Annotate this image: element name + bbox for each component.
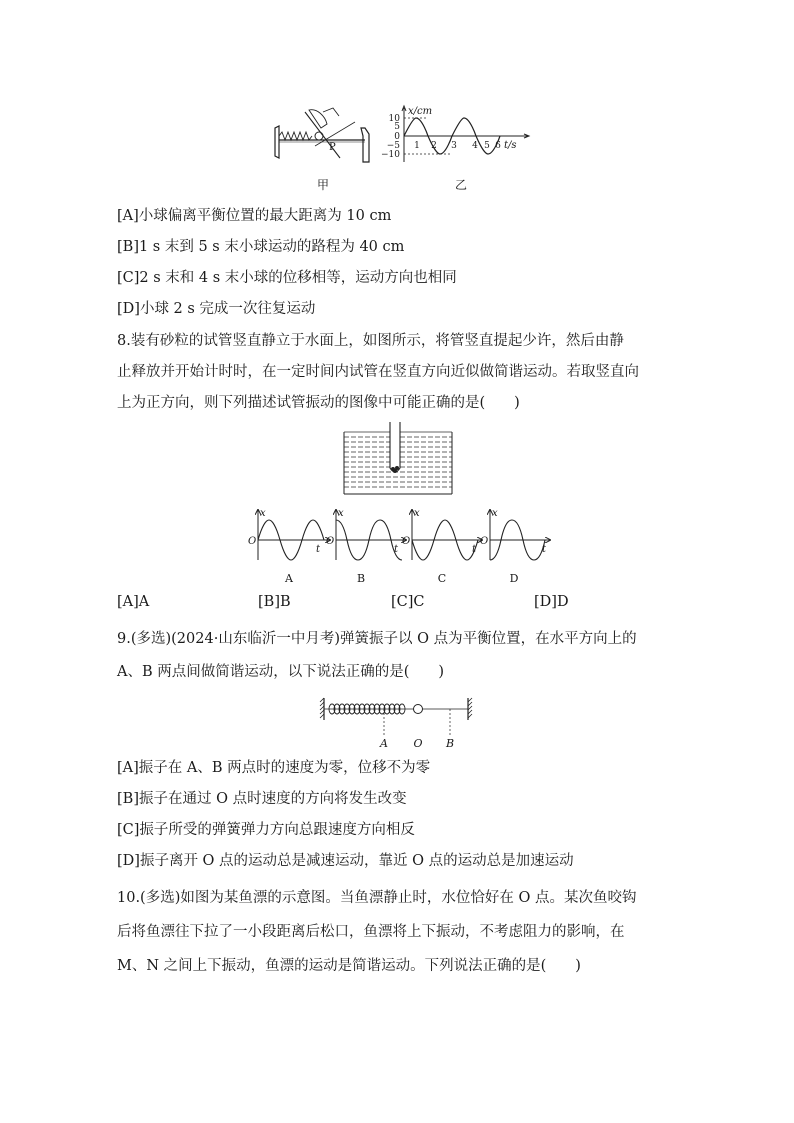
graph-label-c: C: [437, 572, 447, 585]
q8-option-b: [B]B: [258, 594, 291, 610]
x-tick-6: 6: [495, 141, 501, 151]
q8-stem-line-1: 8.装有砂粒的试管竖直静立于水面上，如图所示，将管竖直提起少许，然后由静: [117, 333, 624, 349]
q8-stem-line-2: 止释放并开始计时时，在一定时间内试管在竖直方向近似做简谐运动。若取竖直向: [117, 364, 639, 380]
graph-a-origin: O: [248, 536, 257, 547]
graph-a-x-label: x: [260, 508, 266, 519]
q7-option-b: [B]1 s 末到 5 s 末小球运动的路程为 40 cm: [117, 239, 405, 255]
label-a-point: A: [380, 737, 388, 750]
axis-label-x-cm: x/cm: [408, 106, 433, 117]
figure-test-tube-in-water: [338, 420, 458, 496]
y-tick-neg10: −10: [381, 150, 400, 160]
figure-spring-oscillator: [318, 694, 478, 750]
q9-stem-line-1: 9.(多选)(2024·山东临沂一中月考)弹簧振子以 O 点为平衡位置，在水平方向上的: [117, 631, 637, 647]
y-tick-neg5: −5: [386, 141, 400, 151]
graph-c-origin: O: [402, 536, 411, 547]
q9-option-b: [B]振子在通过 O 点时速度的方向将发生改变: [117, 791, 407, 807]
graph-b-origin: O: [326, 536, 335, 547]
q10-stem-line-2: 后将鱼漂往下拉了一小段距离后松口，鱼漂将上下振动，不考虑阻力的影响，在: [117, 924, 625, 940]
q10-stem-line-1: 10.(多选)如图为某鱼漂的示意图。当鱼漂静止时，水位恰好在 O 点。某次鱼咬钩: [117, 890, 637, 906]
x-tick-5: 5: [484, 141, 490, 151]
graph-c-t-label: t: [472, 544, 477, 555]
graph-a-t-label: t: [316, 544, 321, 555]
figure-jia-apparatus: [265, 106, 380, 168]
x-tick-1: 1: [414, 141, 420, 151]
y-tick-0: 0: [394, 132, 400, 142]
q9-option-d: [D]振子离开 O 点的运动总是减速运动，靠近 O 点的运动总是加速运动: [117, 853, 574, 869]
graph-label-d: D: [509, 572, 519, 585]
graph-b-x-label: x: [338, 508, 344, 519]
q9-option-a: [A]振子在 A、B 两点时的速度为零，位移不为零: [117, 760, 431, 776]
graph-c-x-label: x: [414, 508, 420, 519]
q7-option-d: [D]小球 2 s 完成一次往复运动: [117, 301, 316, 317]
graph-d-origin: O: [480, 536, 489, 547]
graph-label-b: B: [356, 572, 366, 585]
figure-q8-graphs: [240, 506, 560, 586]
q8-option-a: [A]A: [117, 594, 150, 610]
label-o-point: O: [413, 737, 423, 750]
q8-option-c: [C]C: [391, 594, 425, 610]
caption-jia: 甲: [317, 178, 330, 192]
x-tick-2: 2: [431, 141, 437, 151]
x-tick-3: 3: [451, 141, 457, 151]
q9-option-c: [C]振子所受的弹簧弹力方向总跟速度方向相反: [117, 822, 415, 838]
p-label: P: [329, 142, 336, 153]
x-tick-4: 4: [472, 141, 478, 151]
graph-b-t-label: t: [394, 544, 399, 555]
q10-stem-line-3: M、N 之间上下振动，鱼漂的运动是简谐运动。下列说法正确的是( ): [117, 958, 581, 974]
q7-option-a: [A]小球偏离平衡位置的最大距离为 10 cm: [117, 208, 392, 224]
label-b-point: B: [445, 737, 455, 750]
q9-stem-line-2: A、B 两点间做简谐运动，以下说法正确的是( ): [117, 664, 445, 680]
y-tick-10: 10: [388, 114, 400, 124]
q7-option-c: [C]2 s 末和 4 s 末小球的位移相等，运动方向也相同: [117, 270, 457, 286]
caption-yi: 乙: [455, 178, 468, 192]
graph-label-a: A: [285, 572, 293, 585]
q8-option-d: [D]D: [534, 594, 569, 610]
graph-d: [490, 510, 550, 560]
graph-d-x-label: x: [492, 508, 498, 519]
axis-label-t-s: t/s: [504, 140, 517, 151]
y-tick-5: 5: [394, 122, 400, 132]
q8-stem-line-3: 上为正方向，则下列描述试管振动的图像中可能正确的是( ): [117, 395, 520, 411]
figure-yi-xt-graph: [372, 104, 532, 170]
graph-d-t-label: t: [542, 544, 547, 555]
